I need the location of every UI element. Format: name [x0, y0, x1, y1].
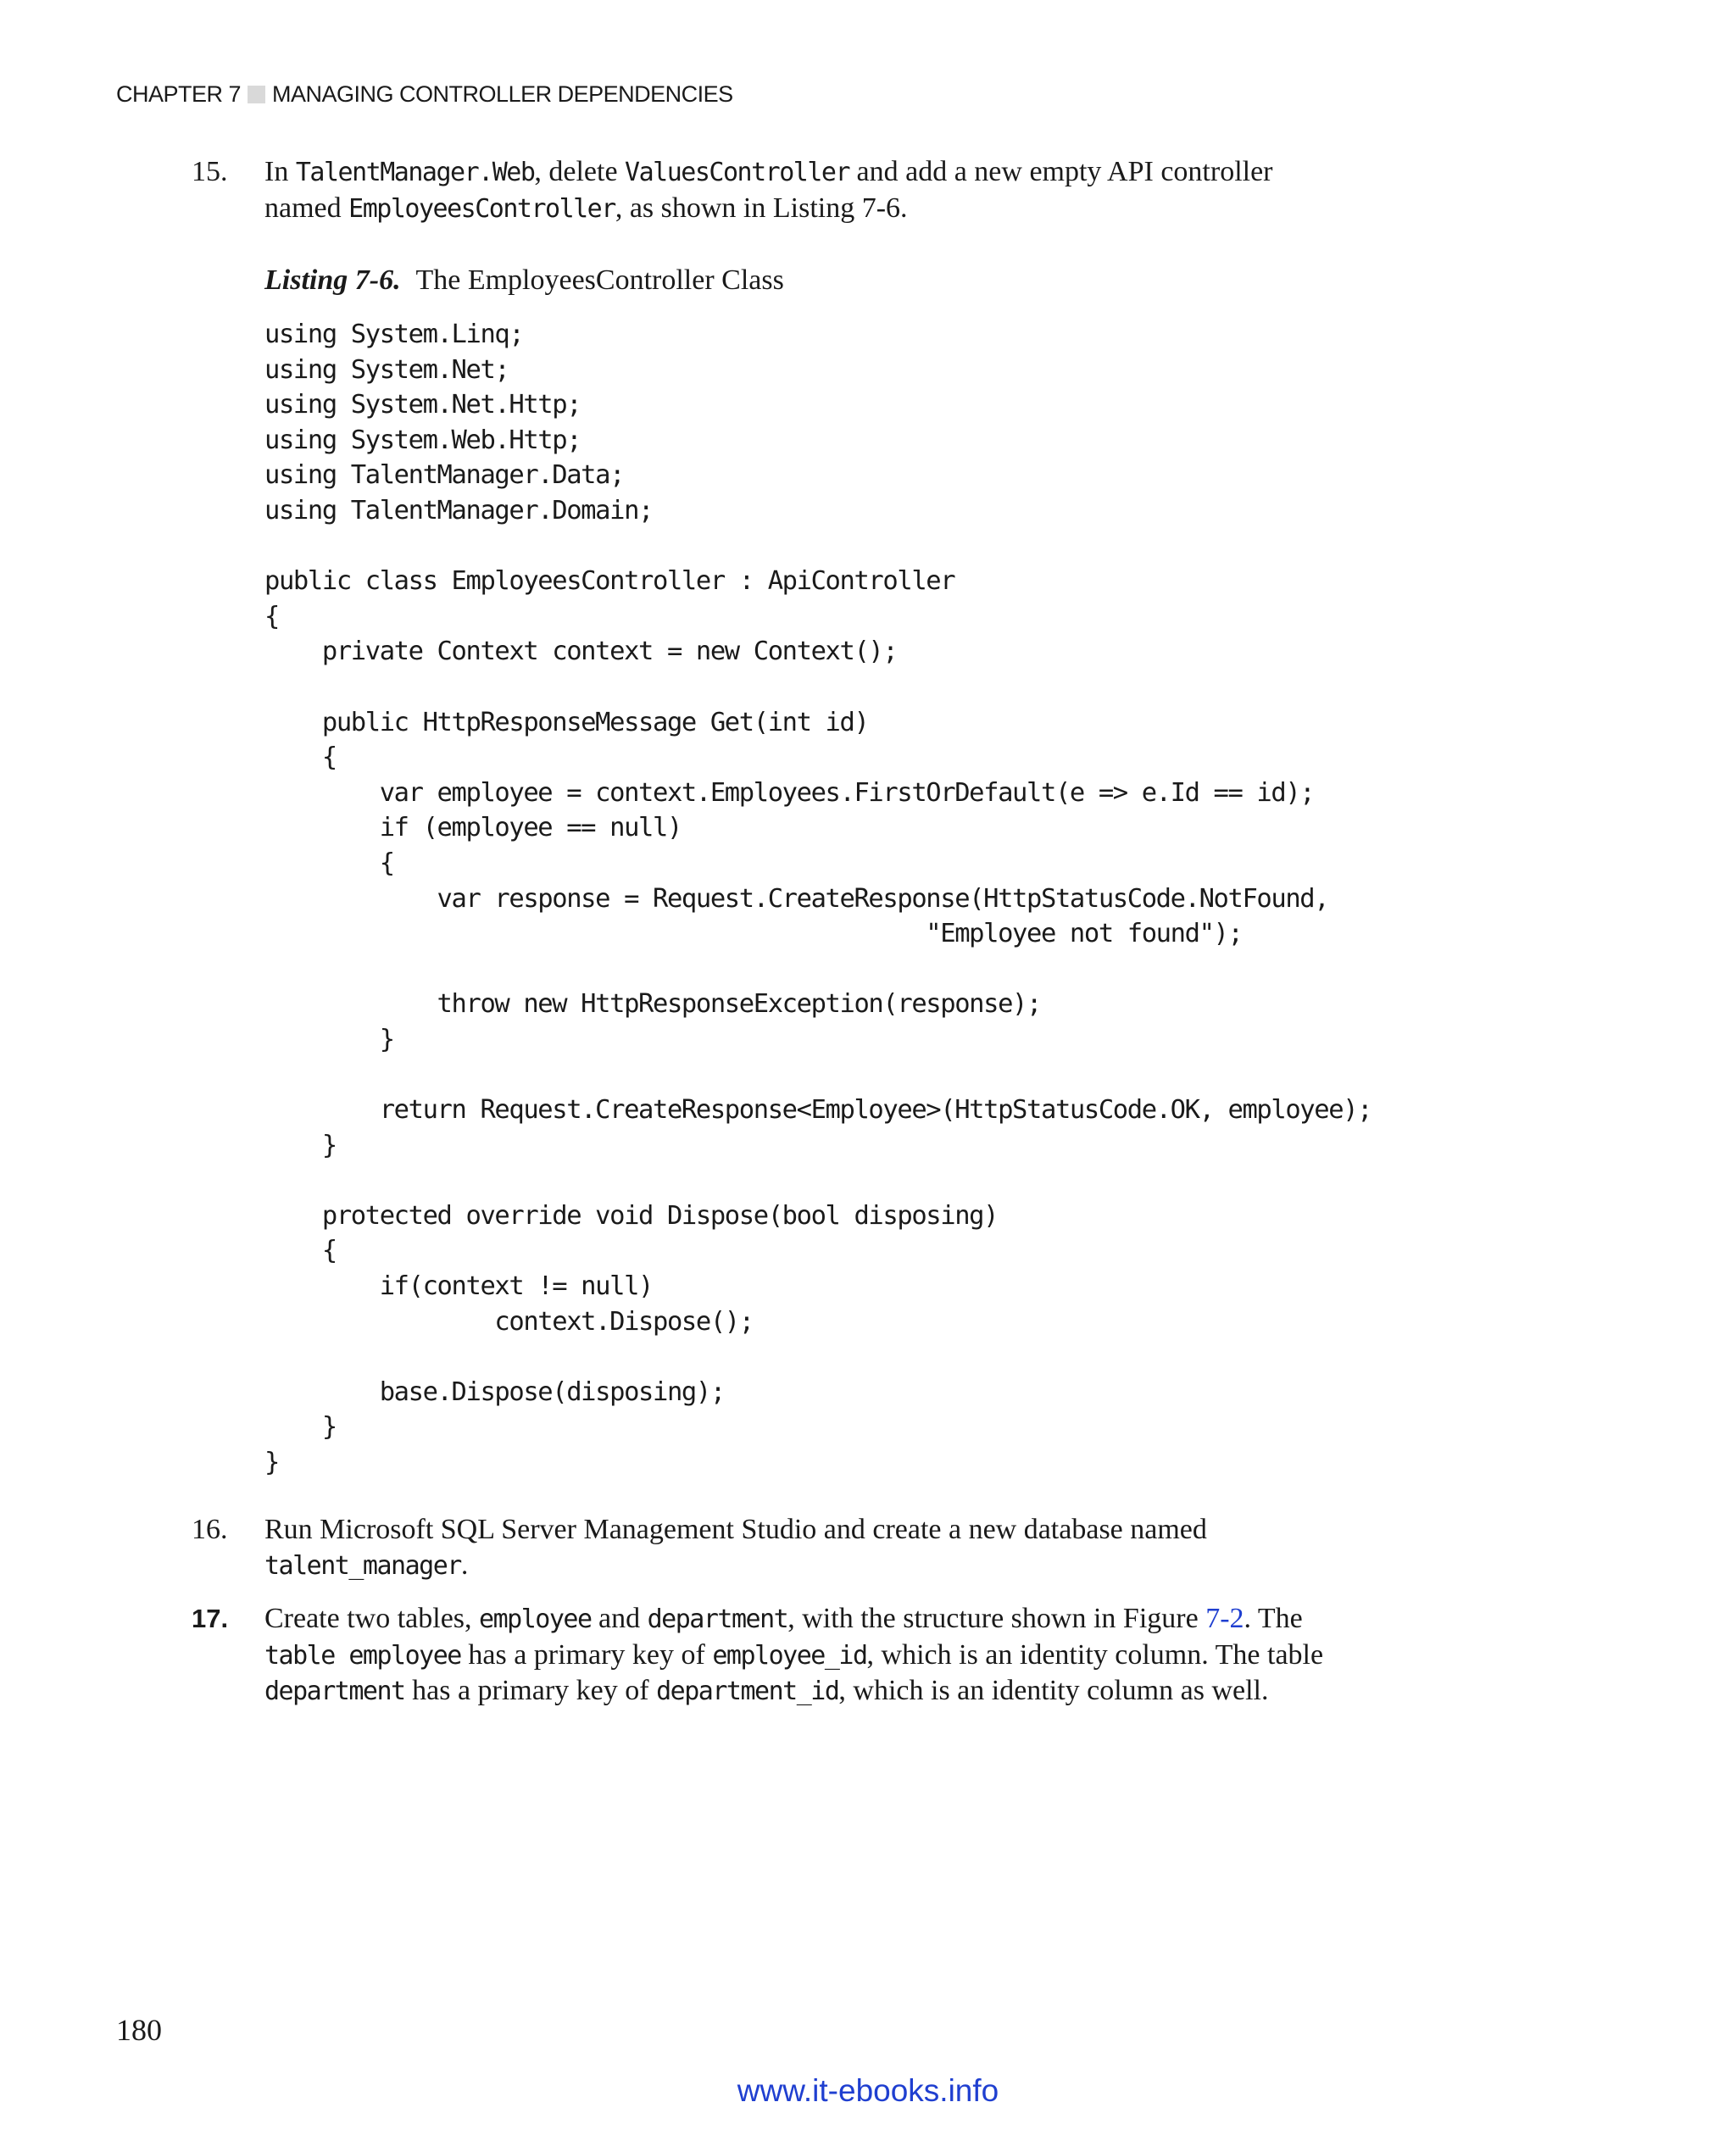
text-run: named — [264, 192, 349, 224]
text-run: In — [264, 156, 296, 187]
step-line — [264, 191, 1400, 227]
text-run: has a primary key of — [404, 1675, 657, 1706]
chapter-title: MANAGING CONTROLLER DEPENDENCIES — [272, 81, 733, 107]
step-number: 17. — [192, 1604, 229, 1633]
text-run: has a primary key of — [460, 1638, 713, 1671]
inline-code: employee_id — [712, 1640, 867, 1671]
step-number: 15. — [192, 156, 228, 187]
footer-link[interactable]: www.it-ebooks.info — [737, 2073, 999, 2108]
step-line — [264, 154, 1400, 191]
text-run: . The — [1244, 1603, 1303, 1634]
figure-link[interactable]: 7-2 — [1205, 1603, 1244, 1634]
listing-title: The EmployeesController Class — [415, 264, 784, 296]
chapter-label: CHAPTER 7 — [116, 81, 242, 107]
step-number: 16. — [192, 1514, 228, 1545]
step-text — [264, 154, 1400, 226]
step-text — [264, 1601, 1400, 1710]
text-run: , which is an identity column as well. — [838, 1675, 1269, 1706]
inline-code: ValuesController — [625, 158, 850, 187]
code-listing: using System.Linq; using System.Net; using System.Net.Http; using System.Web.Http; using TalentManager.Data; using TalentManager.Domain; public class EmployeesController : ApiController { private Context context = new Context(); public HttpResponseMessage Get(int id) { var employee = context.Employees.FirstOrDefault(e => e.Id == id); if (employee == null) { var response = Request.CreateResponse(HttpStatusCode.NotFound, "Employee not found"); throw new HttpResponseException(response); } return Request.CreateResponse<Employee>(HttpStatusCode.OK, employee); } protected override void Dispose(bool disposing) { if(context != null) context.Dispose(); base.Dispose(disposing); } } — [264, 320, 1372, 1477]
text-run: , delete — [534, 156, 626, 187]
step-line — [264, 1638, 1400, 1674]
inline-code: department — [647, 1604, 788, 1634]
header-square-icon — [248, 86, 265, 103]
inline-code: talent_manager — [264, 1550, 461, 1581]
inline-code: department — [264, 1677, 405, 1706]
page-number: 180 — [116, 2013, 162, 2047]
text-run: and add a new empty API controller — [849, 156, 1273, 187]
inline-code: employee — [479, 1604, 592, 1634]
text-run: and — [591, 1603, 648, 1634]
inline-code: EmployeesController — [348, 193, 615, 224]
text-run: , as shown in Listing 7-6. — [615, 192, 908, 224]
step-line — [264, 1601, 1400, 1638]
step-line — [264, 1548, 1400, 1584]
step-line — [264, 1673, 1400, 1710]
inline-code: department_id — [656, 1677, 839, 1706]
inline-code: table employee — [264, 1640, 461, 1671]
text-run: , which is an identity column. The table — [866, 1638, 1324, 1671]
text-run: Create two tables, — [264, 1603, 480, 1634]
listing-label: Listing 7-6. — [264, 264, 401, 296]
listing-caption — [264, 264, 784, 297]
text-run: , with the structure shown in Figure — [787, 1603, 1206, 1634]
inline-code: TalentManager.Web — [295, 158, 535, 187]
running-header — [116, 81, 733, 108]
step-text — [264, 1512, 1400, 1583]
step-line: Run Microsoft SQL Server Management Studio and create a new database named — [264, 1514, 1207, 1545]
text-run: . — [460, 1549, 469, 1581]
